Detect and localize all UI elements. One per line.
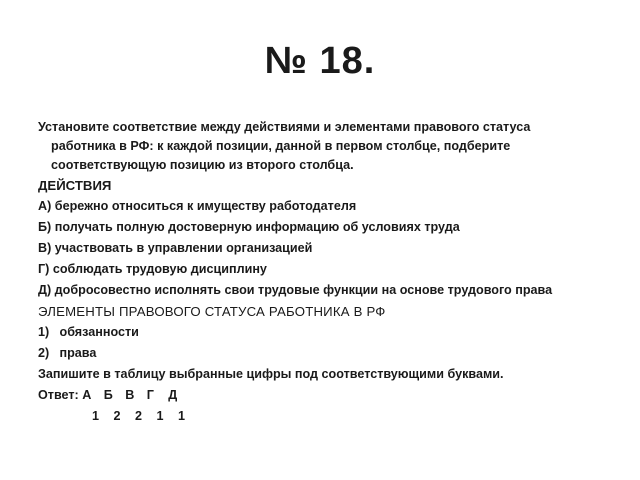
answer-digit: 2 <box>113 409 121 423</box>
intro-line-1: Установите соответствие между действиями и элементами правового статуса <box>38 120 531 134</box>
task-content <box>38 118 602 427</box>
answer-label: Ответ: <box>38 388 79 402</box>
actions-heading: ДЕЙСТВИЯ <box>38 178 112 193</box>
answer-letter: Д <box>168 388 178 402</box>
answer-letter: Б <box>103 388 113 402</box>
answer-letter: А <box>82 388 92 402</box>
answer-digit: 1 <box>178 409 186 423</box>
answer-digit: 1 <box>156 409 164 423</box>
instruction: Запишите в таблицу выбранные цифры под соответствующими буквами. <box>38 367 504 381</box>
element-number: 2) <box>38 346 50 360</box>
task-title: № 18. <box>264 40 376 82</box>
answer-digits-row <box>38 406 602 427</box>
task-intro <box>38 118 602 175</box>
answer-letter: В <box>125 388 135 402</box>
answer-row <box>38 385 602 406</box>
action-item-d: Д) добросовестно исполнять свои трудовые функции на основе трудового права <box>38 283 553 297</box>
action-item-v: В) участвовать в управлении организацией <box>38 241 313 255</box>
action-item-a: А) бережно относиться к имуществу работодателя <box>38 199 357 213</box>
intro-line-3: соответствующую позицию из второго столбца. <box>51 158 354 172</box>
element-item-2 <box>38 343 602 364</box>
element-item-1 <box>38 322 602 343</box>
element-text: обязанности <box>59 325 139 339</box>
action-item-b: Б) получать полную достоверную информацию об условиях труда <box>38 220 460 234</box>
intro-line-2: работника в РФ: к каждой позиции, данной в первом столбце, подберите <box>51 139 511 153</box>
element-number: 1) <box>38 325 50 339</box>
elements-heading: ЭЛЕМЕНТЫ ПРАВОВОГО СТАТУСА РАБОТНИКА В РФ <box>38 304 386 319</box>
answer-letter: Г <box>146 388 154 402</box>
answer-digit: 2 <box>135 409 143 423</box>
element-text: права <box>59 346 97 360</box>
answer-digit: 1 <box>92 409 100 423</box>
action-item-g: Г) соблюдать трудовую дисциплину <box>38 262 267 276</box>
